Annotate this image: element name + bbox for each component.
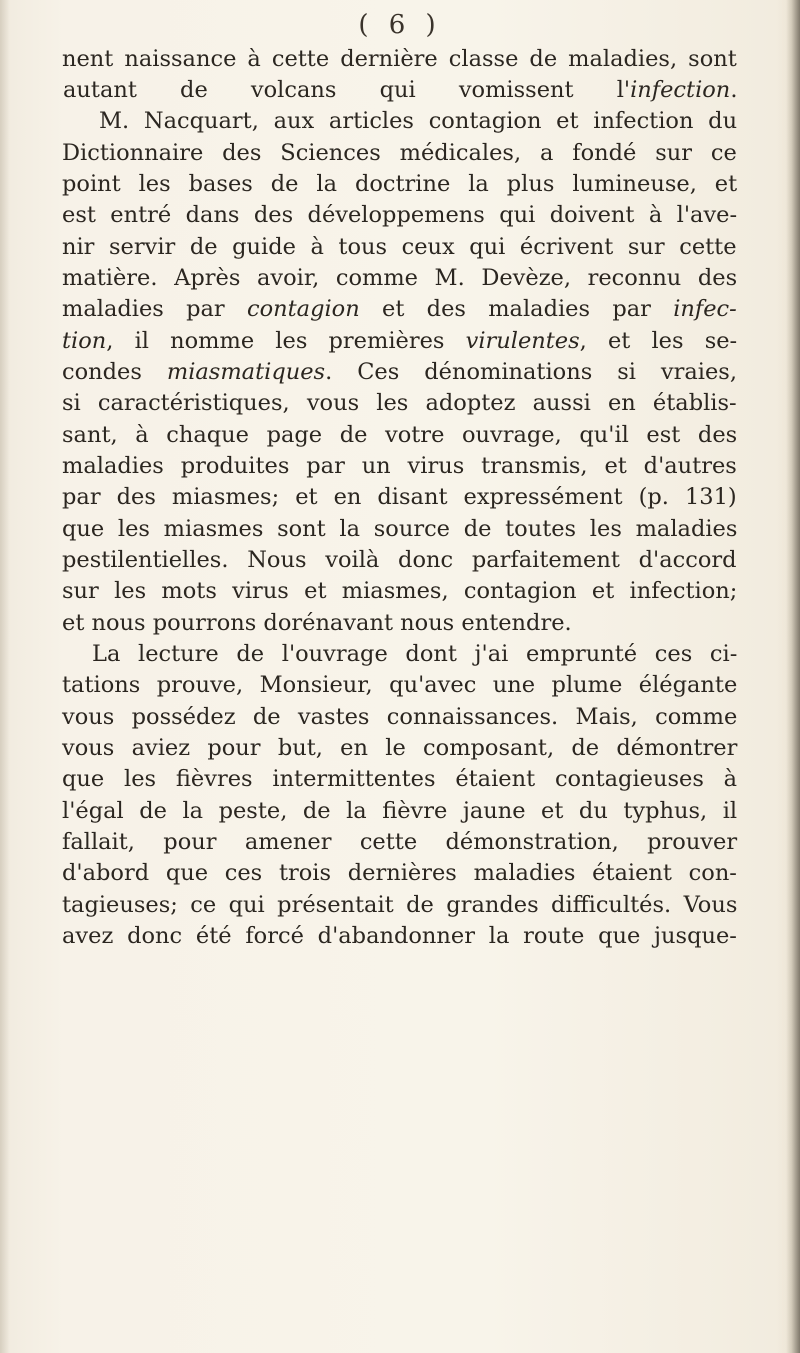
text-line-14: maladies produites par un virus transmis, et d'autres	[62, 453, 737, 479]
page-number: ( 6 )	[358, 10, 442, 40]
text-line-13: sant, à chaque page de votre ouvrage, qu'il est des	[62, 422, 738, 448]
text-line-12: si caractéristiques, vous les adoptez aussi en établis-	[62, 390, 737, 416]
text-line-15: par des miasmes; et en disant expressément (p. 131)	[62, 484, 737, 510]
text-line-19: et nous pourrons dorénavant nous entendre.	[62, 610, 572, 636]
text-line-29: avez donc été forcé d'abandonner la route que jusque-	[62, 923, 737, 949]
text-line-7: nir servir de guide à tous ceux qui écrivent sur cette	[62, 234, 737, 260]
text-line-11: condes miasmatiques. Ces dénominations si vraies,	[62, 359, 737, 385]
text-line-1: nent naissance à cette dernière classe de maladies, sont	[62, 46, 737, 72]
text-line-6: est entré dans des développemens qui doivent à l'ave-	[62, 202, 738, 228]
page-binding-shadow	[786, 0, 800, 1353]
text-line-17: pestilentielles. Nous voilà donc parfaitement d'accord	[62, 547, 737, 573]
text-line-10: tion, il nomme les premières virulentes, et les se-	[62, 328, 738, 354]
text-line-2: autant de volcans qui vomissent l'infection.	[63, 77, 738, 103]
text-line-3: M. Nacquart, aux articles contagion et infection du	[99, 108, 738, 134]
text-line-16: que les miasmes sont la source de toutes les maladies	[62, 516, 738, 542]
text-line-9: maladies par contagion et des maladies par infec-	[62, 296, 737, 322]
text-line-5: point les bases de la doctrine la plus lumineuse, et	[62, 171, 738, 197]
text-line-21: tations prouve, Monsieur, qu'avec une plume élégante	[62, 672, 738, 698]
page-left-edge-shadow	[0, 0, 10, 1353]
text-line-28: tagieuses; ce qui présentait de grandes difficultés. Vous	[62, 892, 738, 918]
text-line-24: que les fièvres intermittentes étaient contagieuses à	[62, 766, 738, 792]
text-line-27: d'abord que ces trois dernières maladies étaient con-	[62, 860, 737, 886]
text-line-18: sur les mots virus et miasmes, contagion et infection;	[62, 578, 738, 604]
text-line-4: Dictionnaire des Sciences médicales, a fondé sur ce	[62, 140, 737, 166]
text-line-23: vous aviez pour but, en le composant, de démontrer	[62, 735, 738, 761]
text-line-8: matière. Après avoir, comme M. Devèze, reconnu des	[62, 265, 738, 291]
text-line-26: fallait, pour amener cette démonstration, prouver	[62, 829, 738, 855]
text-line-25: l'égal de la peste, de la fièvre jaune et du typhus, il	[62, 798, 738, 824]
text-line-22: vous possédez de vastes connaissances. Mais, comme	[62, 704, 738, 730]
text-line-20: La lecture de l'ouvrage dont j'ai emprunté ces ci-	[92, 641, 738, 667]
